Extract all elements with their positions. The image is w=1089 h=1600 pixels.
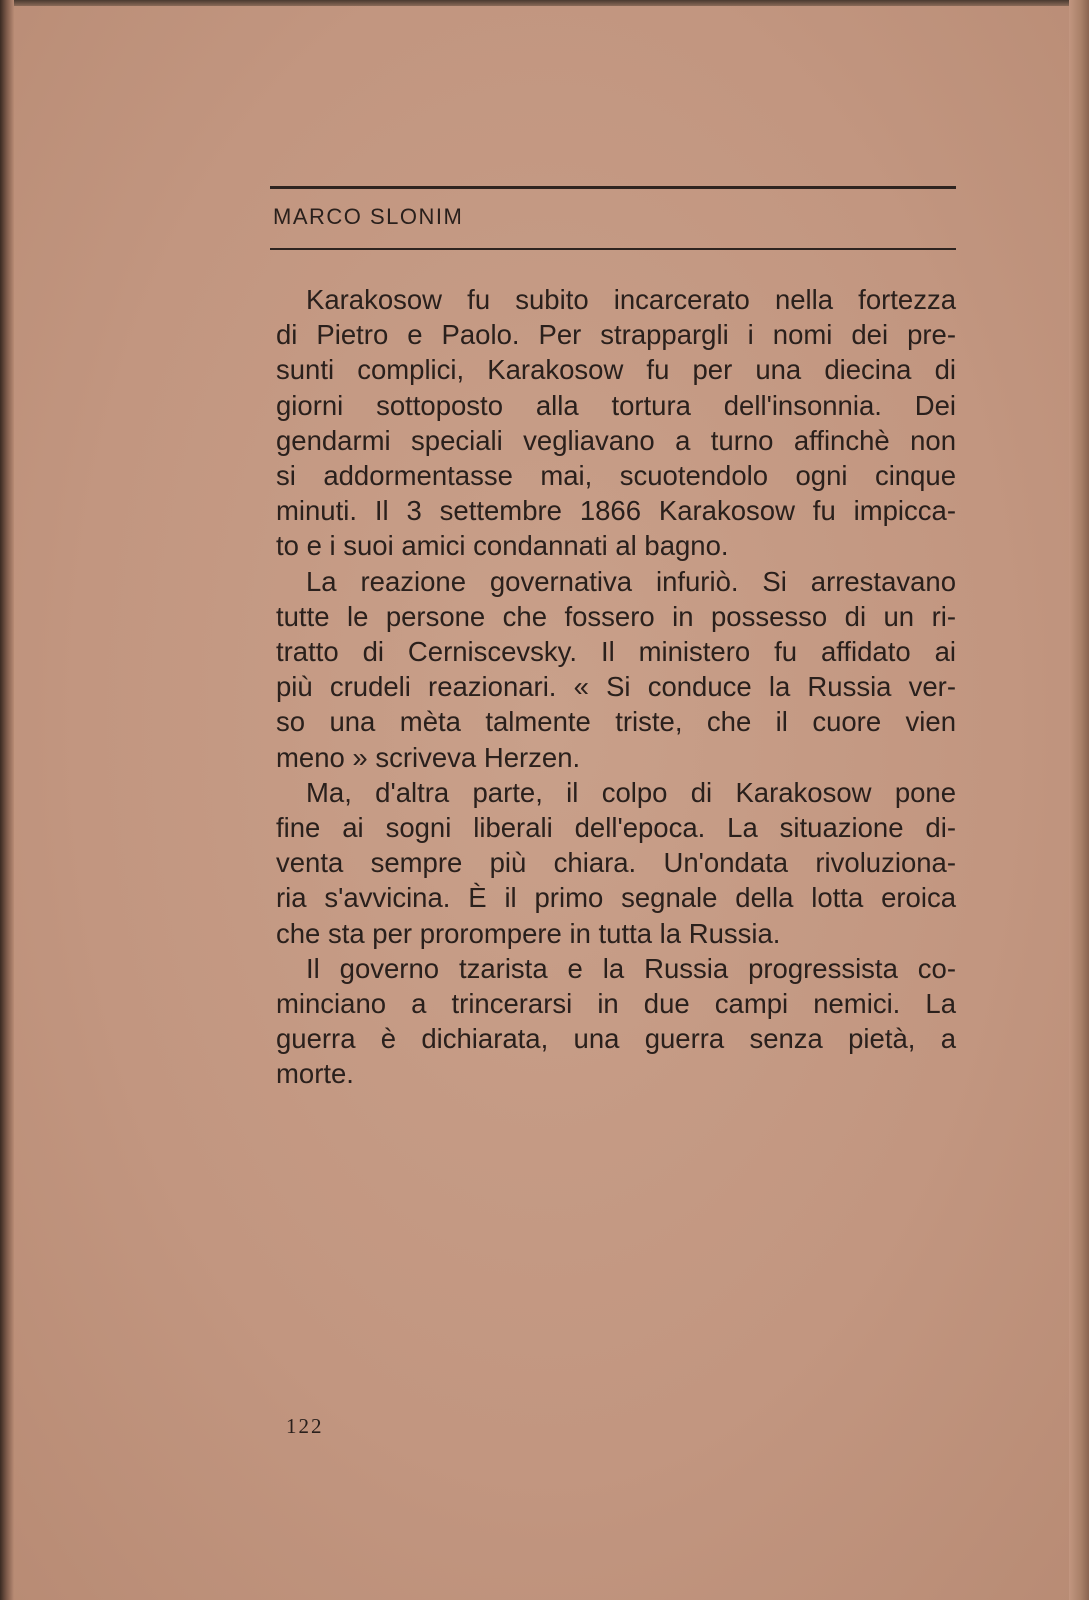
text-line: meno » scriveva Herzen. <box>276 741 581 773</box>
text-line: so una mèta talmente triste, che il cuore vien <box>276 706 956 738</box>
text-line: La reazione governativa infuriò. Si arrestavano <box>306 565 956 597</box>
page-top-edge <box>0 0 1089 6</box>
text-line: venta sempre più chiara. Un'ondata rivoluziona- <box>276 847 956 879</box>
page-number: 122 <box>286 1414 324 1438</box>
text-line: ria s'avvicina. È il primo segnale della lotta eroica <box>276 882 956 914</box>
paragraph <box>276 775 956 951</box>
text-line: che sta per prorompere in tutta la Russia. <box>276 917 781 949</box>
page-binding-edge <box>0 0 14 1600</box>
body-text <box>276 282 956 1092</box>
paragraph <box>276 951 956 1092</box>
header-rule-bottom <box>270 248 956 250</box>
header-rule-top <box>270 186 956 189</box>
paragraph <box>276 564 956 775</box>
text-line: Il governo tzarista e la Russia progressista co- <box>306 952 956 984</box>
text-line: Ma, d'altra parte, il colpo di Karakosow pone <box>306 776 956 808</box>
text-line: tratto di Cerniscevsky. Il ministero fu affidato ai <box>276 636 956 668</box>
text-line: di Pietro e Paolo. Per strappargli i nomi dei pre- <box>276 319 956 351</box>
text-line: Karakosow fu subito incarcerato nella fortezza <box>306 284 956 315</box>
text-line: morte. <box>276 1058 354 1090</box>
page-right-edge <box>1069 0 1089 1600</box>
text-line: più crudeli reazionari. « Si conduce la Russia ver- <box>276 671 956 703</box>
text-line: minuti. Il 3 settembre 1866 Karakosow fu impicca- <box>276 495 956 527</box>
text-line: si addormentasse mai, scuotendolo ogni cinque <box>276 460 956 492</box>
text-line: minciano a trincerarsi in due campi nemici. La <box>276 988 956 1020</box>
text-line: to e i suoi amici condannati al bagno. <box>276 530 729 562</box>
text-line: giorni sottoposto alla tortura dell'insonnia. Dei <box>276 389 956 421</box>
text-line: sunti complici, Karakosow fu per una diecina di <box>276 354 956 386</box>
running-header: MARCO SLONIM <box>273 204 464 229</box>
paragraph <box>276 282 956 564</box>
text-line: guerra è dichiarata, una guerra senza pietà, a <box>276 1023 956 1055</box>
text-line: tutte le persone che fossero in possesso di un ri- <box>276 600 956 632</box>
text-line: fine ai sogni liberali dell'epoca. La situazione di- <box>276 812 956 844</box>
text-line: gendarmi speciali vegliavano a turno affinchè non <box>276 424 956 456</box>
